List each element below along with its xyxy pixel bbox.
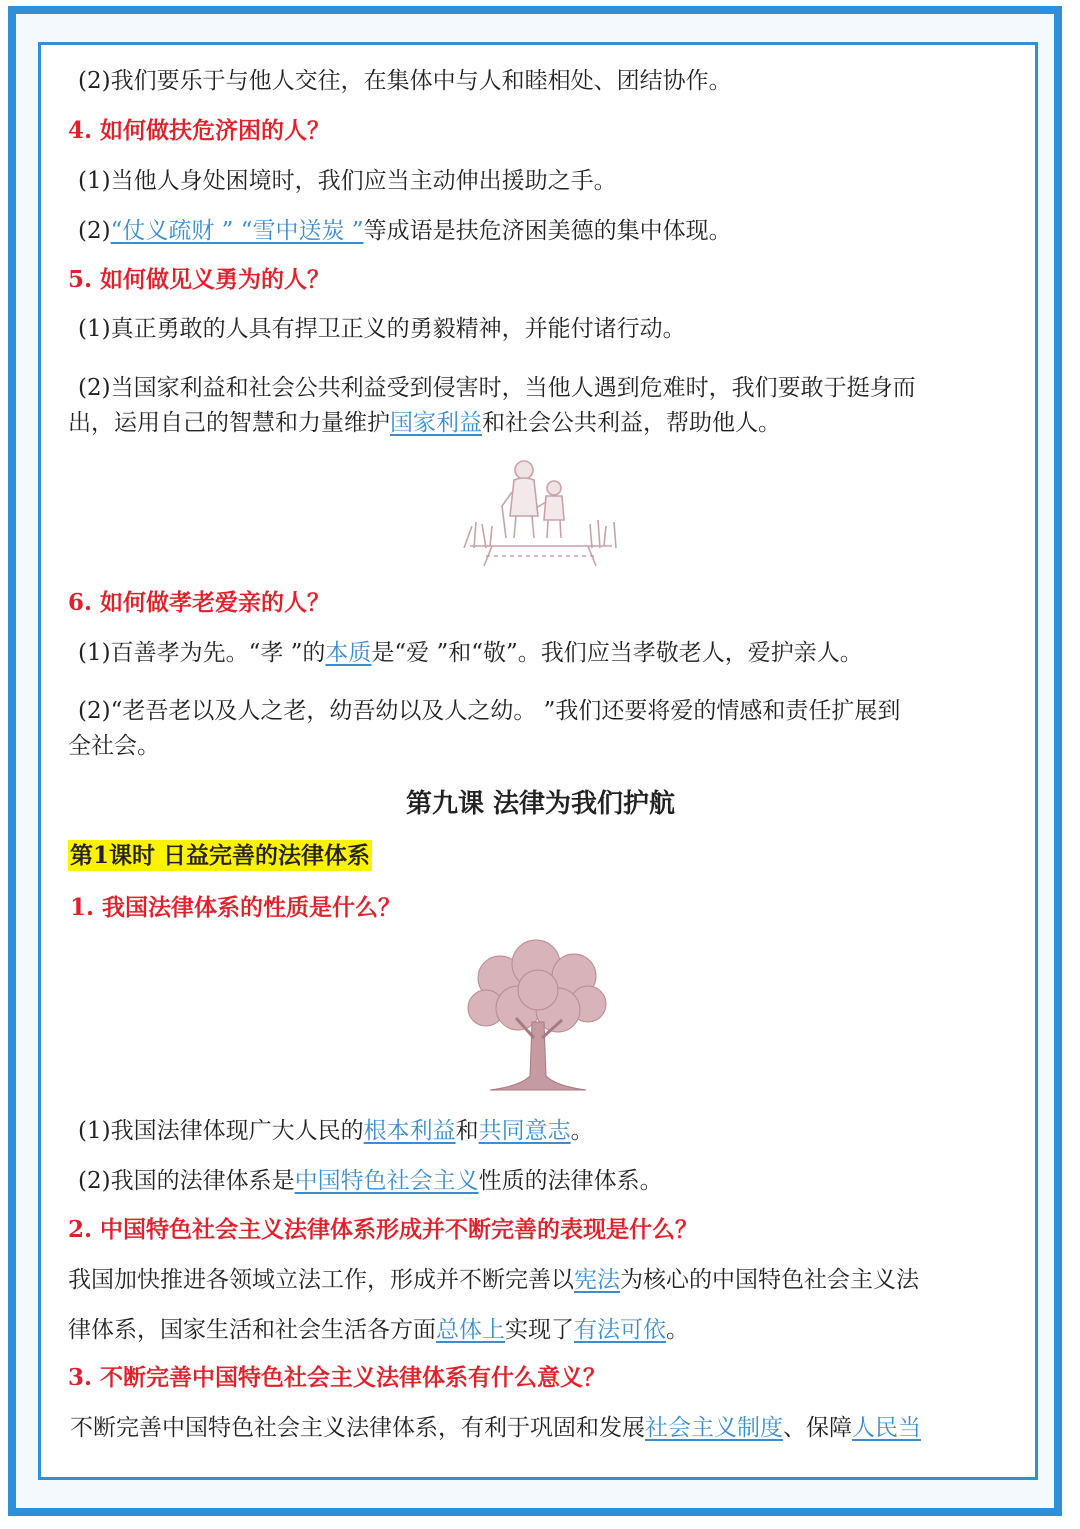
paragraph: (1)当他人身处困境时，我们应当主动伸出援助之手。 xyxy=(78,168,617,194)
paragraph: (2)我们要乐于与他人交往，在集体中与人和睦相处、团结协作。 xyxy=(78,68,732,94)
question-heading: 4. 如何做扶危济困的人？ xyxy=(68,117,331,144)
key-term: 总体上 xyxy=(436,1317,505,1343)
section-heading: 第1课时 日益完善的法律体系 xyxy=(70,842,371,869)
paragraph: 出，运用自己的智慧和力量维护国家利益和社会公共利益，帮助他人。 xyxy=(68,410,781,436)
paragraph: 我国加快推进各领域立法工作，形成并不断完善以宪法为核心的中国特色社会主义法 xyxy=(68,1267,919,1293)
key-term: 共同意志 xyxy=(478,1118,571,1144)
key-term: 根本利益 xyxy=(363,1118,456,1144)
key-term: 宪法 xyxy=(574,1267,620,1293)
paragraph: (2)当国家利益和社会公共利益受到侵害时，当他人遇到危难时，我们要敢于挺身而 xyxy=(78,375,916,401)
paragraph: 不断完善中国特色社会主义法律体系，有利于巩固和发展社会主义制度、保障人民当 xyxy=(70,1415,921,1441)
question-heading: 5. 如何做见义勇为的人？ xyxy=(68,266,331,293)
tree-illustration xyxy=(460,938,616,1094)
elderly-and-child-illustration xyxy=(462,456,618,568)
paragraph: (2)我国的法律体系是中国特色社会主义性质的法律体系。 xyxy=(78,1168,663,1194)
paragraph: 律体系，国家生活和社会生活各方面总体上实现了有法可依。 xyxy=(68,1317,689,1343)
paragraph: (2)“老吾老以及人之老，幼吾幼以及人之幼。 ”我们还要将爱的情感和责任扩展到 xyxy=(78,698,901,724)
key-term: 社会主义制度 xyxy=(645,1415,783,1441)
key-term: 人民当 xyxy=(852,1415,921,1441)
key-term: 本质 xyxy=(325,640,372,666)
key-term: 中国特色社会主义 xyxy=(294,1168,479,1194)
paragraph: 全社会。 xyxy=(68,733,160,759)
paragraph: (1)我国法律体现广大人民的根本利益和共同意志。 xyxy=(78,1118,594,1144)
question-heading: 1. 我国法律体系的性质是什么？ xyxy=(70,894,402,921)
question-heading: 3. 不断完善中国特色社会主义法律体系有什么意义？ xyxy=(68,1364,607,1391)
paragraph: (2)“仗义疏财 ” “雪中送炭 ”等成语是扶危济困美德的集中体现。 xyxy=(78,218,732,244)
question-heading: 6. 如何做孝老爱亲的人？ xyxy=(68,589,331,616)
question-heading: 2. 中国特色社会主义法律体系形成并不断完善的表现是什么？ xyxy=(68,1216,699,1243)
key-term: “仗义疏财 ” “雪中送炭 ” xyxy=(110,218,364,244)
key-term: 国家利益 xyxy=(390,410,482,436)
lesson-title: 第九课 法律为我们护航 xyxy=(405,789,676,819)
key-term: 有法可依 xyxy=(574,1317,666,1343)
paragraph: (1)百善孝为先。“孝 ”的本质是“爱 ”和“敬”。我们应当孝敬老人，爱护亲人。 xyxy=(78,640,863,666)
paragraph: (1)真正勇敢的人具有捍卫正义的勇毅精神，并能付诸行动。 xyxy=(78,316,686,342)
